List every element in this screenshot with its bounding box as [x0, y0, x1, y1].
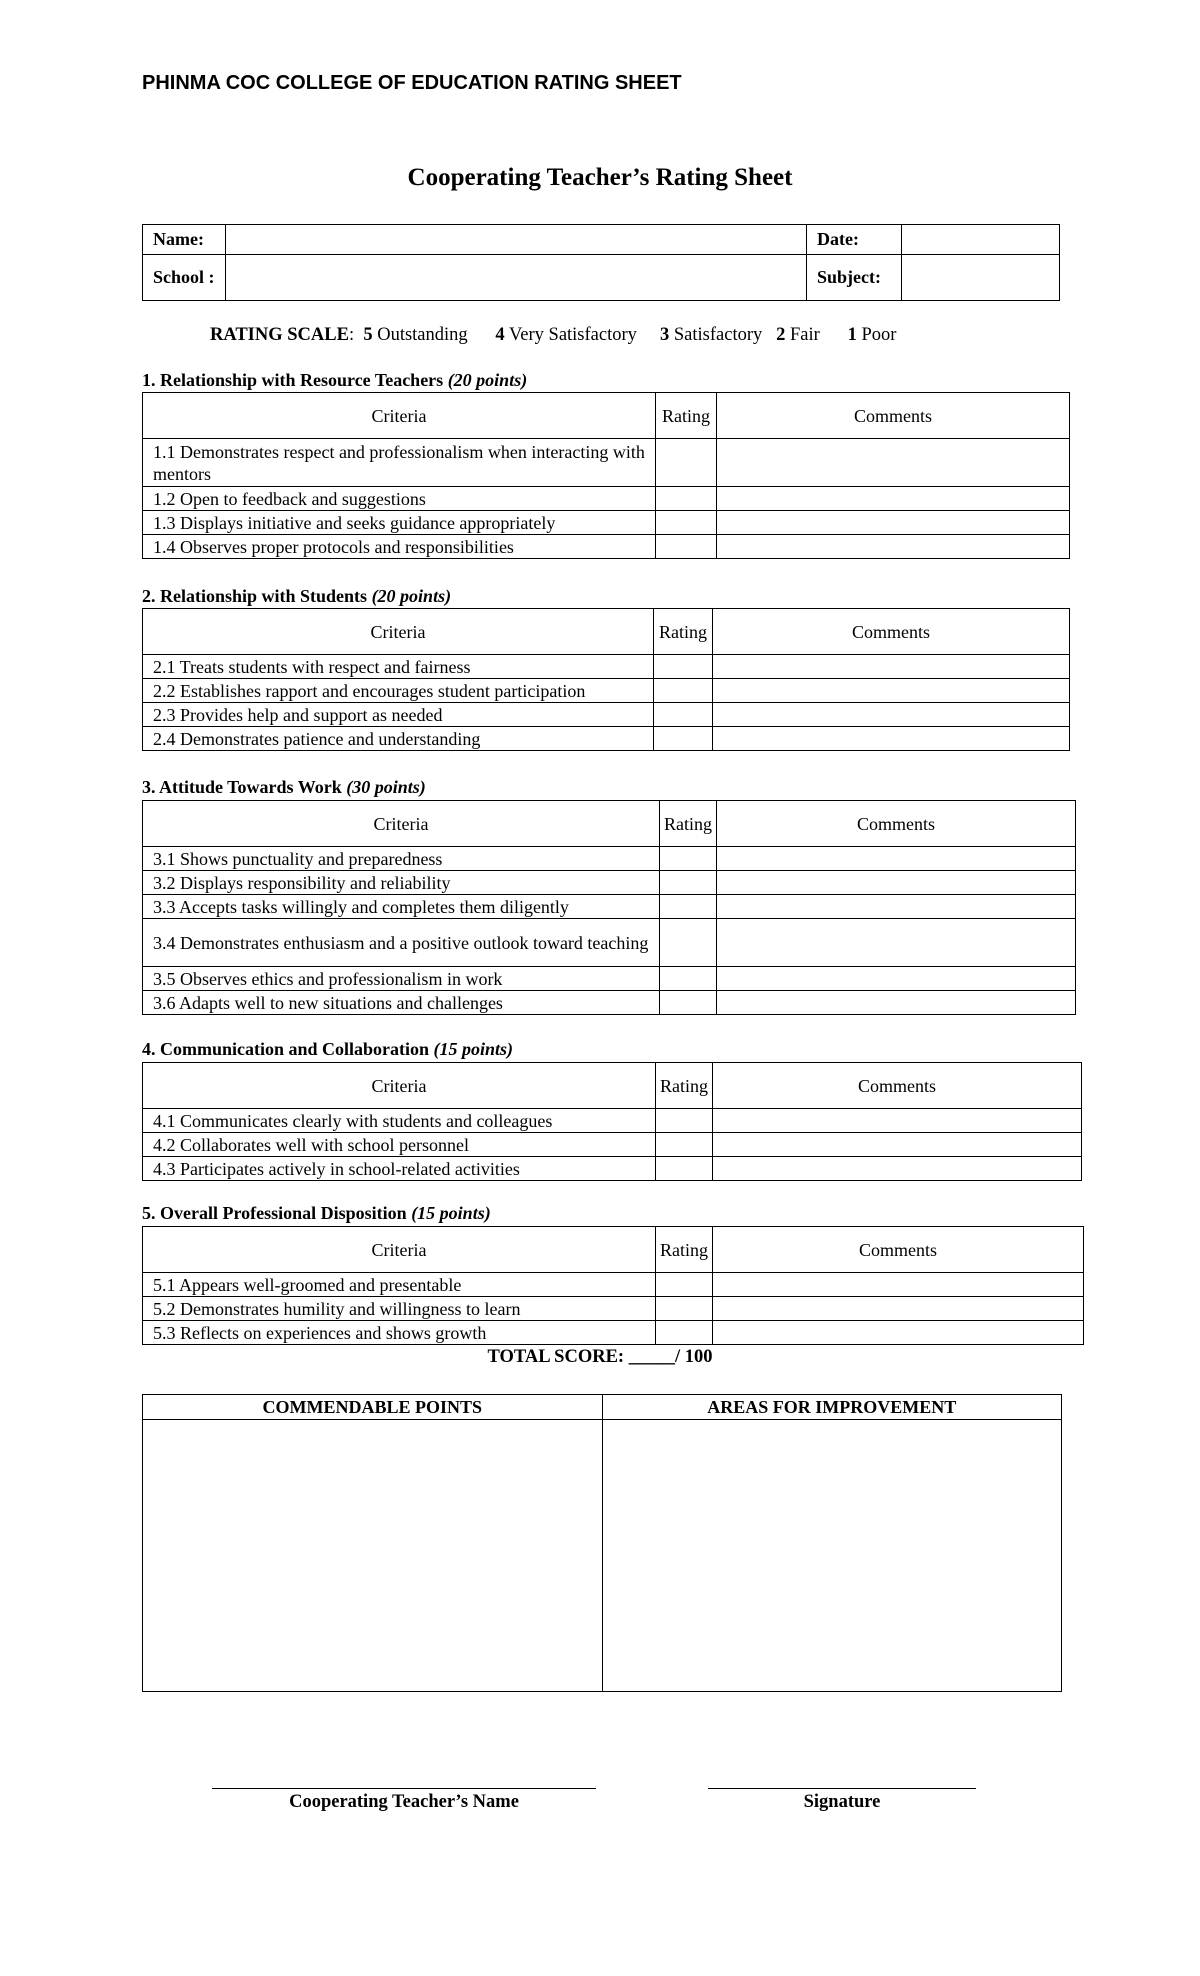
rating-cell[interactable]	[660, 991, 717, 1015]
feedback-table	[142, 1394, 1062, 1692]
comments-cell[interactable]	[717, 919, 1076, 967]
scale-num-1: 1	[847, 325, 857, 345]
criterion-2-4: 2.4 Demonstrates patience and understanding	[143, 727, 654, 751]
criterion-5-2: 5.2 Demonstrates humility and willingness to learn	[143, 1297, 656, 1321]
section-1-title: 1. Relationship with Resource Teachers (20 points)	[142, 370, 528, 390]
comments-cell[interactable]	[713, 1273, 1084, 1297]
rating-cell[interactable]	[656, 511, 717, 535]
criterion-2-1: 2.1 Treats students with respect and fairness	[143, 655, 654, 679]
comments-cell[interactable]	[713, 679, 1070, 703]
scale-num-5: 5	[363, 325, 373, 345]
criterion-5-3: 5.3 Reflects on experiences and shows growth	[143, 1321, 656, 1345]
comments-cell[interactable]	[717, 535, 1070, 559]
commendable-points-header: COMMENDABLE POINTS	[143, 1395, 603, 1420]
criterion-5-1: 5.1 Appears well-groomed and presentable	[143, 1273, 656, 1297]
school-label: School :	[143, 255, 226, 301]
criteria-header: Criteria	[143, 801, 660, 847]
section-2-title: 2. Relationship with Students (20 points)	[142, 586, 452, 606]
name-label: Name:	[143, 225, 226, 255]
info-table	[142, 224, 1060, 301]
section-3-title: 3. Attitude Towards Work (30 points)	[142, 777, 426, 797]
criterion-2-3: 2.3 Provides help and support as needed	[143, 703, 654, 727]
comments-cell[interactable]	[717, 487, 1070, 511]
section-1-table	[142, 392, 1070, 559]
scale-text-3: Satisfactory	[673, 325, 763, 345]
section-5-title: 5. Overall Professional Disposition (15 points)	[142, 1203, 491, 1223]
scale-num-4: 4	[495, 325, 505, 345]
criterion-4-3: 4.3 Participates actively in school-related activities	[143, 1157, 656, 1181]
institution-header: PHINMA COC COLLEGE OF EDUCATION RATING SHEET	[142, 72, 682, 94]
criteria-header: Criteria	[143, 1063, 656, 1109]
date-field[interactable]	[902, 225, 1060, 255]
criterion-1-3: 1.3 Displays initiative and seeks guidance appropriately	[143, 511, 656, 535]
rating-cell[interactable]	[654, 679, 713, 703]
criterion-4-2: 4.2 Collaborates well with school personnel	[143, 1133, 656, 1157]
criterion-3-2: 3.2 Displays responsibility and reliability	[143, 871, 660, 895]
rating-scale: RATING SCALE: 5 Outstanding 4 Very Satisfactory 3 Satisfactory 2 Fair 1 Poor	[210, 325, 897, 345]
subject-label: Subject:	[807, 255, 902, 301]
rating-cell[interactable]	[656, 1133, 713, 1157]
criterion-3-5: 3.5 Observes ethics and professionalism in work	[143, 967, 660, 991]
criterion-3-4: 3.4 Demonstrates enthusiasm and a positive outlook toward teaching	[143, 919, 660, 967]
rating-header: Rating	[656, 1227, 713, 1273]
rating-header: Rating	[660, 801, 717, 847]
comments-cell[interactable]	[713, 727, 1070, 751]
teacher-name-label: Cooperating Teacher’s Name	[289, 1792, 519, 1812]
comments-cell[interactable]	[713, 1109, 1082, 1133]
scale-text-2: Fair	[790, 325, 820, 345]
rating-header: Rating	[656, 393, 717, 439]
school-field[interactable]	[226, 255, 807, 301]
section-4-table	[142, 1062, 1082, 1181]
comments-cell[interactable]	[713, 703, 1070, 727]
comments-cell[interactable]	[717, 511, 1070, 535]
scale-text-1: Poor	[861, 325, 897, 345]
rating-cell[interactable]	[654, 655, 713, 679]
rating-header: Rating	[656, 1063, 713, 1109]
scale-num-2: 2	[776, 325, 786, 345]
rating-cell[interactable]	[656, 1273, 713, 1297]
criteria-header: Criteria	[143, 609, 654, 655]
section-4-title: 4. Communication and Collaboration (15 points)	[142, 1039, 514, 1059]
rating-cell[interactable]	[656, 535, 717, 559]
rating-scale-label: RATING SCALE	[210, 325, 349, 345]
rating-cell[interactable]	[656, 487, 717, 511]
comments-cell[interactable]	[717, 967, 1076, 991]
comments-cell[interactable]	[713, 1157, 1082, 1181]
criterion-1-2: 1.2 Open to feedback and suggestions	[143, 487, 656, 511]
rating-cell[interactable]	[660, 847, 717, 871]
commendable-points-field[interactable]	[143, 1420, 603, 1692]
criterion-3-6: 3.6 Adapts well to new situations and challenges	[143, 991, 660, 1015]
comments-cell[interactable]	[717, 871, 1076, 895]
date-label: Date:	[807, 225, 902, 255]
comments-cell[interactable]	[717, 991, 1076, 1015]
criterion-1-4: 1.4 Observes proper protocols and responsibilities	[143, 535, 656, 559]
signature-line[interactable]	[708, 1788, 976, 1789]
comments-header: Comments	[717, 393, 1070, 439]
rating-cell[interactable]	[660, 895, 717, 919]
comments-cell[interactable]	[717, 895, 1076, 919]
section-5-table	[142, 1226, 1084, 1345]
rating-cell[interactable]	[656, 1297, 713, 1321]
comments-cell[interactable]	[713, 1297, 1084, 1321]
criterion-3-1: 3.1 Shows punctuality and preparedness	[143, 847, 660, 871]
comments-header: Comments	[713, 1063, 1082, 1109]
name-field[interactable]	[226, 225, 807, 255]
subject-field[interactable]	[902, 255, 1060, 301]
comments-header: Comments	[713, 1227, 1084, 1273]
criterion-2-2: 2.2 Establishes rapport and encourages student participation	[143, 679, 654, 703]
areas-for-improvement-header: AREAS FOR IMPROVEMENT	[602, 1395, 1062, 1420]
rating-cell[interactable]	[660, 967, 717, 991]
section-3-table	[142, 800, 1076, 1015]
rating-cell[interactable]	[660, 919, 717, 967]
rating-header: Rating	[654, 609, 713, 655]
rating-cell[interactable]	[656, 439, 717, 487]
page-title: Cooperating Teacher’s Rating Sheet	[407, 164, 793, 191]
rating-cell[interactable]	[654, 727, 713, 751]
signature-label: Signature	[803, 1792, 881, 1812]
rating-cell[interactable]	[660, 871, 717, 895]
rating-cell[interactable]	[656, 1321, 713, 1345]
comments-cell[interactable]	[713, 655, 1070, 679]
comments-cell[interactable]	[713, 1133, 1082, 1157]
comments-header: Comments	[717, 801, 1076, 847]
rating-cell[interactable]	[656, 1109, 713, 1133]
criterion-1-1: 1.1 Demonstrates respect and professionalism when interacting with mentors	[143, 439, 656, 487]
comments-cell[interactable]	[717, 439, 1070, 487]
section-2-table	[142, 608, 1070, 751]
scale-text-4: Very Satisfactory	[508, 325, 637, 345]
total-score: TOTAL SCORE: _____/ 100	[487, 1347, 713, 1367]
criteria-header: Criteria	[143, 393, 656, 439]
areas-for-improvement-field[interactable]	[602, 1420, 1062, 1692]
criteria-header: Criteria	[143, 1227, 656, 1273]
scale-num-3: 3	[660, 325, 670, 345]
criterion-4-1: 4.1 Communicates clearly with students and colleagues	[143, 1109, 656, 1133]
comments-cell[interactable]	[713, 1321, 1084, 1345]
comments-header: Comments	[713, 609, 1070, 655]
rating-cell[interactable]	[656, 1157, 713, 1181]
scale-text-5: Outstanding	[377, 325, 468, 345]
rating-cell[interactable]	[654, 703, 713, 727]
teacher-name-line[interactable]	[212, 1788, 596, 1789]
comments-cell[interactable]	[717, 847, 1076, 871]
criterion-3-3: 3.3 Accepts tasks willingly and completes them diligently	[143, 895, 660, 919]
